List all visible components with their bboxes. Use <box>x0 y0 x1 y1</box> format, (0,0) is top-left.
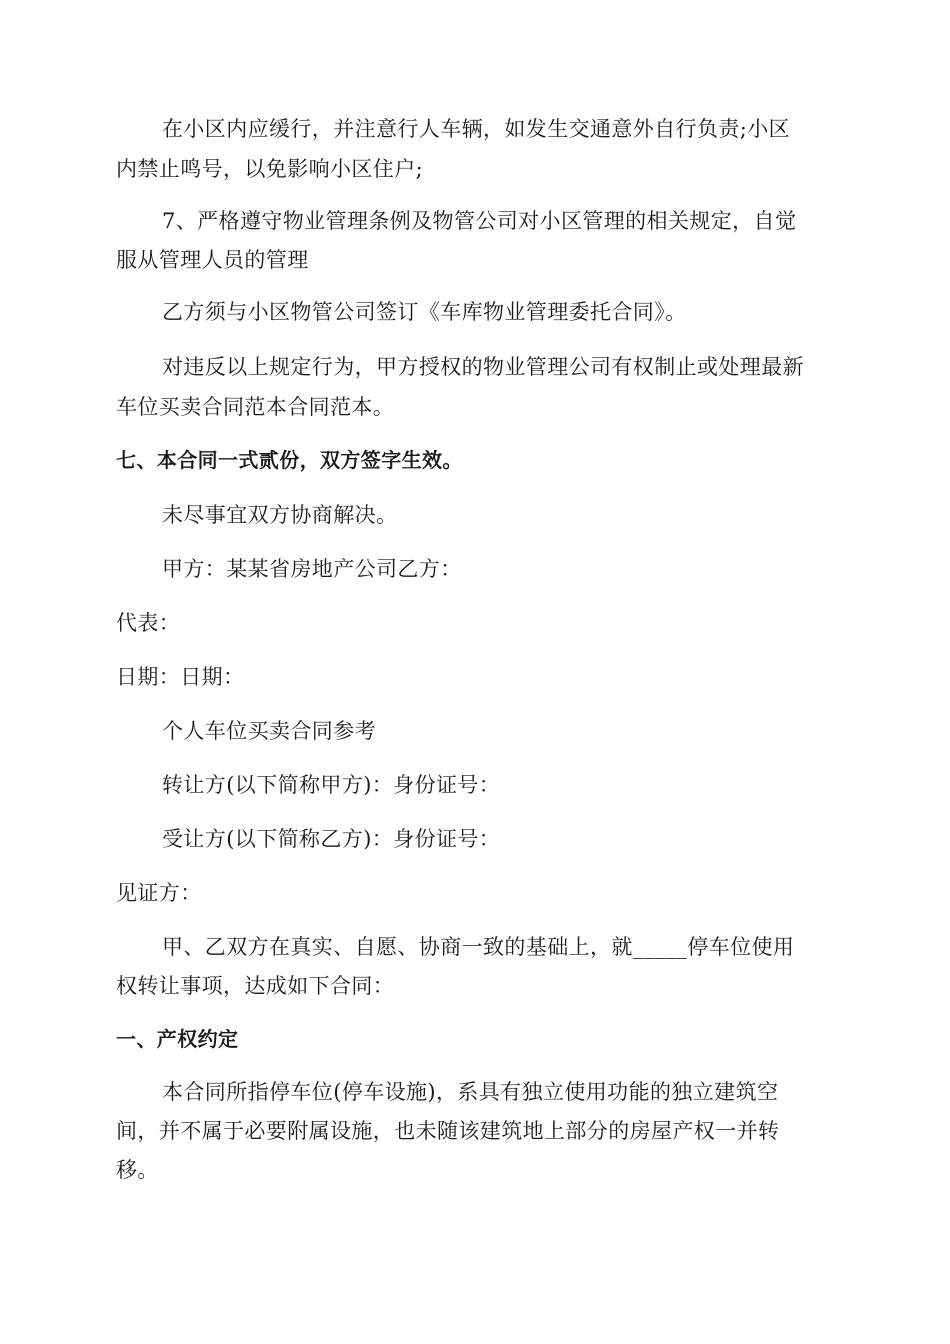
paragraph-line: 间，并不属于必要附属设施，也未随该建筑地上部分的房屋产权一并转 <box>116 1119 780 1143</box>
paragraph-line: 个人车位买卖合同参考 <box>162 719 376 743</box>
paragraph-line: 转让方(以下简称甲方)：身份证号： <box>162 773 501 797</box>
paragraph-line: 日期：日期： <box>116 665 245 689</box>
paragraph-line: 权转让事项，达成如下合同： <box>116 974 395 998</box>
paragraph-line: 7、严格遵守物业管理条例及物管公司对小区管理的相关规定，自觉 <box>162 209 797 233</box>
paragraph-line: 甲方：某某省房地产公司乙方： <box>162 557 462 581</box>
paragraph-line: 乙方须与小区物管公司签订《车库物业管理委托合同》。 <box>162 300 687 324</box>
paragraph-line: 车位买卖合同范本合同范本。 <box>116 395 395 419</box>
paragraph-line: 在小区内应缓行，并注意行人车辆，如发生交通意外自行负责;小区 <box>162 117 791 141</box>
paragraph-line: 代表： <box>116 611 181 635</box>
paragraph-line: 受让方(以下简称乙方)：身份证号： <box>162 827 501 851</box>
section-heading: 一、产权约定 <box>116 1027 239 1051</box>
paragraph-line: 对违反以上规定行为，甲方授权的物业管理公司有权制止或处理最新 <box>162 355 804 379</box>
section-heading: 七、本合同一式贰份，双方签字生效。 <box>116 448 463 472</box>
paragraph-line: 内禁止鸣号，以免影响小区住户; <box>116 157 424 181</box>
paragraph-line: 本合同所指停车位(停车设施)，系具有独立使用功能的独立建筑空 <box>162 1080 779 1104</box>
paragraph-line: 见证方： <box>116 881 202 905</box>
paragraph-line: 移。 <box>116 1158 159 1182</box>
paragraph-line: 未尽事宜双方协商解决。 <box>162 503 398 527</box>
paragraph-line: 甲、乙双方在真实、自愿、协商一致的基础上，就_____停车位使用 <box>162 935 795 959</box>
paragraph-line: 服从管理人员的管理 <box>116 248 309 272</box>
